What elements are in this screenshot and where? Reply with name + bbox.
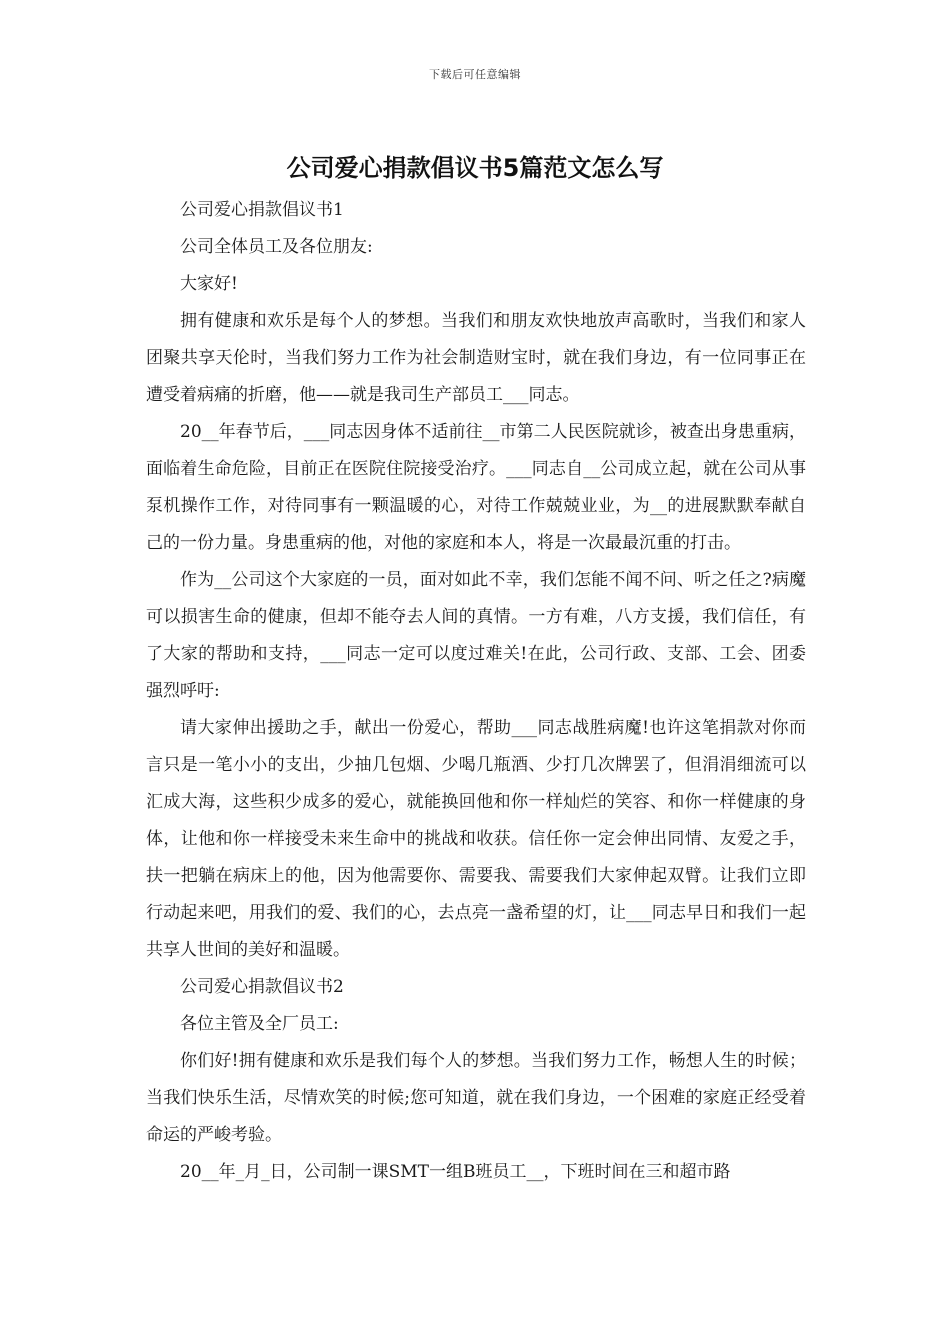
salutation-recipients-1: 公司全体员工及各位朋友: — [180, 237, 373, 257]
document-body — [146, 192, 806, 1191]
body-paragraph: 请大家伸出援助之手，献出一份爱心，帮助___同志战胜病魔!也许这笔捐款对你而言只是一笔小小的支出，少抽几包烟、少喝几瓶酒、少打几次牌罢了，但涓涓细流可以汇成大海，这些积少成多的爱心，就能换回他和你一样灿烂的笑容、和你一样健康的身体，让他和你一样接受未来生命中的挑战和收获。信任你一定会伸出同情、友爱之手，扶一把躺在病床上的他，因为他需要你、需要我、需要我们大家伸起双臂。让我们立即行动起来吧，用我们的爱、我们的心，去点亮一盏希望的灯，让___同志早日和我们一起共享人世间的美好和温暖。 — [146, 718, 806, 960]
body-paragraph: 拥有健康和欢乐是每个人的梦想。当我们和朋友欢快地放声高歌时，当我们和家人团聚共享天伦时，当我们努力工作为社会制造财宝时，就在我们身边，有一位同事正在遭受着病痛的折磨，他——就是我司生产部员工___同志。 — [146, 311, 806, 405]
page-header-note: 下载后可任意编辑 — [429, 68, 521, 81]
section-heading-1: 公司爱心捐款倡议书1 — [180, 200, 344, 220]
greeting-1: 大家好! — [180, 274, 238, 294]
salutation-recipients-2: 各位主管及全厂员工: — [180, 1014, 339, 1034]
body-paragraph: 20__年_月_日，公司制一课SMT一组B班员工__，下班时间在三和超市路 — [180, 1162, 731, 1182]
section-heading-2: 公司爱心捐款倡议书2 — [180, 977, 344, 997]
document-title: 公司爱心捐款倡议书5篇范文怎么写 — [286, 154, 664, 182]
body-paragraph: 作为__公司这个大家庭的一员，面对如此不幸，我们怎能不闻不问、听之任之?病魔可以损害生命的健康，但却不能夺去人间的真情。一方有难，八方支援，我们信任，有了大家的帮助和支持，___同志一定可以度过难关!在此，公司行政、支部、工会、团委强烈呼吁: — [146, 570, 806, 701]
body-paragraph: 20__年春节后，___同志因身体不适前往__市第二人民医院就诊，被查出身患重病，面临着生命危险，目前正在医院住院接受治疗。___同志自__公司成立起，就在公司从事泵机操作工作，对待同事有一颗温暖的心，对待工作兢兢业业，为__的进展默默奉献自己的一份力量。身患重病的他，对他的家庭和本人，将是一次最最沉重的打击。 — [146, 422, 806, 553]
body-paragraph: 你们好!拥有健康和欢乐是我们每个人的梦想。当我们努力工作，畅想人生的时候；当我们快乐生活，尽情欢笑的时候;您可知道，就在我们身边，一个困难的家庭正经受着命运的严峻考验。 — [146, 1051, 806, 1145]
